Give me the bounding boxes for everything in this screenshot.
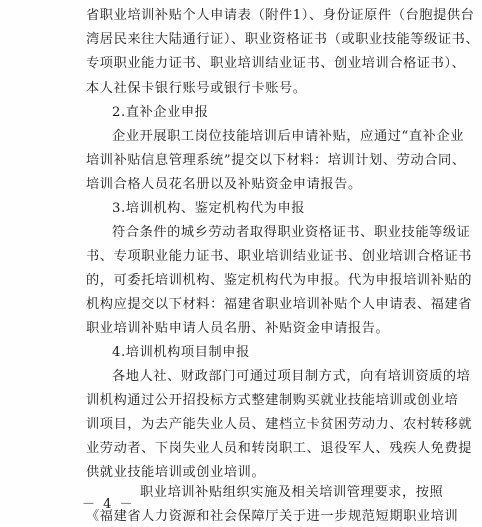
text-line: 训机构通过公开招投标方式整建制购买就业技能培训或创业培 (86, 393, 459, 408)
text-line: 职业培训补贴申请人员名册、补贴资金申请报告。 (86, 321, 390, 336)
text-line: 专项职业能力证书、职业培训结业证书、创业培训合格证书）、 (86, 56, 466, 71)
section-heading: 2.直补企业申报 (112, 105, 209, 120)
text-line: 符合条件的城乡劳动者取得职业资格证书、职业技能等级证 (112, 225, 471, 240)
text-line: 书、专项职业能力证书、职业培训结业证书、创业培训合格证书 (86, 249, 473, 264)
text-line: 职业培训补贴组织实施及相关培训管理要求，按照 (140, 485, 444, 500)
text-line: 训项目，为去产能失业人员、建档立卡贫困劳动力、农村转移就 (86, 417, 473, 432)
text-line: 培训补贴信息管理系统”提交以下材料：培训计划、劳动合同、 (86, 153, 466, 168)
page-number: － 4 － (82, 497, 135, 512)
text-line: 的，可委托培训机构、鉴定机构代为申报。代为申报培训补贴的 (86, 273, 473, 288)
text-line: 省职业培训补贴个人申请表（附件1）、身份证原件（台胞提供台 (86, 8, 475, 23)
text-line: 企业开展职工岗位技能培训后申请补贴，应通过“直补企业 (112, 129, 465, 144)
text-line: 《福建省人力资源和社会保障厅关于进一步规范短期职业培训 (86, 509, 459, 524)
text-line: 培训合格人员花名册以及补贴资金申请报告。 (86, 177, 362, 192)
text-line: 机构应提交以下材料：福建省职业培训补贴个人申请表、福建省 (86, 297, 473, 312)
section-heading: 4.培训机构项目制申报 (112, 345, 250, 360)
text-line: 本人社保卡银行账号或银行卡账号。 (86, 81, 307, 96)
section-heading: 3.培训机构、鉴定机构代为申报 (112, 201, 306, 216)
text-line: 业劳动者、下岗失业人员和转岗职工、退役军人、残疾人免费提 (86, 441, 473, 456)
text-line: 供就业技能培训或创业培训。 (86, 465, 266, 480)
text-line: 湾居民来往大陆通行证）、职业资格证书（或职业技能等级证书、 (86, 32, 480, 47)
text-line: 各地人社、财政部门可通过项目制方式，向有培训资质的培 (112, 369, 471, 384)
